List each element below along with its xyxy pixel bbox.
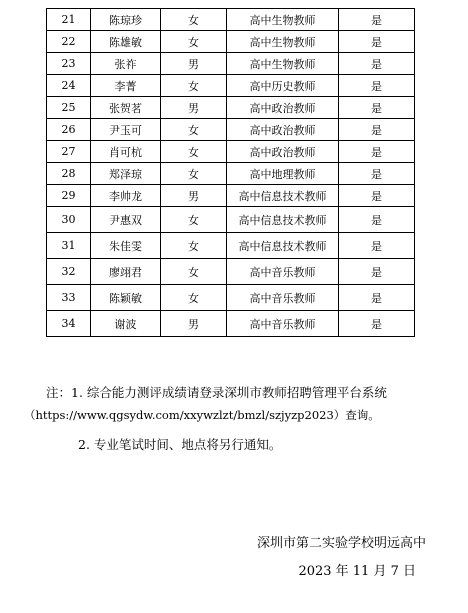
- cell-number: 30: [47, 207, 91, 233]
- table-row: [47, 119, 415, 141]
- cell-number: 25: [47, 97, 91, 119]
- cell-name: 张贺茗: [91, 97, 161, 119]
- table-row: [47, 97, 415, 119]
- table-row: [47, 53, 415, 75]
- cell-position: 高中历史教师: [227, 75, 339, 97]
- signature-date: 2023 年 11 月 7 日: [298, 564, 416, 579]
- cell-gender: 女: [161, 9, 227, 31]
- table-row: [47, 259, 415, 285]
- cell-number: 26: [47, 119, 91, 141]
- cell-number: 24: [47, 75, 91, 97]
- cell-name: 张祚: [91, 53, 161, 75]
- cell-gender: 男: [161, 311, 227, 337]
- cell-status: 是: [339, 207, 415, 233]
- cell-name: 肖可杭: [91, 141, 161, 163]
- cell-status: 是: [339, 31, 415, 53]
- cell-status: 是: [339, 311, 415, 337]
- table-row: [47, 285, 415, 311]
- cell-status: 是: [339, 141, 415, 163]
- table-row: [47, 141, 415, 163]
- cell-gender: 男: [161, 53, 227, 75]
- cell-number: 22: [47, 31, 91, 53]
- cell-number: 33: [47, 285, 91, 311]
- cell-name: 陈雄敏: [91, 31, 161, 53]
- cell-status: 是: [339, 285, 415, 311]
- cell-position: 高中政治教师: [227, 141, 339, 163]
- cell-name: 谢波: [91, 311, 161, 337]
- cell-status: 是: [339, 9, 415, 31]
- cell-gender: 女: [161, 141, 227, 163]
- cell-status: 是: [339, 233, 415, 259]
- notes-section: [24, 382, 454, 456]
- cell-position: 高中音乐教师: [227, 311, 339, 337]
- cell-name: 陈颖敏: [91, 285, 161, 311]
- cell-status: 是: [339, 163, 415, 185]
- results-table: [46, 8, 415, 337]
- cell-gender: 男: [161, 97, 227, 119]
- cell-position: 高中音乐教师: [227, 259, 339, 285]
- table-row: [47, 75, 415, 97]
- cell-name: 尹玉可: [91, 119, 161, 141]
- cell-position: 高中信息技术教师: [227, 207, 339, 233]
- signature-block: [257, 530, 426, 586]
- cell-number: 27: [47, 141, 91, 163]
- cell-gender: 女: [161, 259, 227, 285]
- cell-position: 高中信息技术教师: [227, 233, 339, 259]
- cell-status: 是: [339, 53, 415, 75]
- cell-name: 朱佳雯: [91, 233, 161, 259]
- cell-gender: 女: [161, 75, 227, 97]
- table-row: [47, 233, 415, 259]
- table-row: [47, 31, 415, 53]
- cell-number: 29: [47, 185, 91, 207]
- cell-number: 21: [47, 9, 91, 31]
- table-row: [47, 185, 415, 207]
- note-line-3: 2. 专业笔试时间、地点将另行通知。: [78, 437, 282, 452]
- cell-gender: 女: [161, 31, 227, 53]
- cell-status: 是: [339, 75, 415, 97]
- cell-gender: 女: [161, 207, 227, 233]
- table-row: [47, 311, 415, 337]
- cell-status: 是: [339, 97, 415, 119]
- cell-gender: 女: [161, 119, 227, 141]
- cell-gender: 女: [161, 285, 227, 311]
- cell-name: 李帅龙: [91, 185, 161, 207]
- results-table-body: [47, 9, 415, 337]
- cell-status: 是: [339, 185, 415, 207]
- table-row: [47, 9, 415, 31]
- cell-position: 高中生物教师: [227, 53, 339, 75]
- signature-org: 深圳市第二实验学校明远高中: [256, 536, 426, 551]
- cell-position: 高中生物教师: [227, 9, 339, 31]
- cell-name: 李菁: [91, 75, 161, 97]
- cell-position: 高中地理教师: [227, 163, 339, 185]
- cell-position: 高中音乐教师: [227, 285, 339, 311]
- results-table-container: [46, 8, 414, 337]
- note-line-1: 注：1. 综合能力测评成绩请登录深圳市教师招聘管理平台系统: [46, 385, 387, 400]
- cell-number: 32: [47, 259, 91, 285]
- cell-name: 廖翊君: [91, 259, 161, 285]
- cell-gender: 女: [161, 163, 227, 185]
- cell-position: 高中政治教师: [227, 97, 339, 119]
- table-row: [47, 207, 415, 233]
- cell-name: 郑泽琼: [91, 163, 161, 185]
- cell-status: 是: [339, 259, 415, 285]
- table-row: [47, 163, 415, 185]
- cell-number: 28: [47, 163, 91, 185]
- cell-position: 高中信息技术教师: [227, 185, 339, 207]
- cell-number: 34: [47, 311, 91, 337]
- cell-gender: 女: [161, 233, 227, 259]
- cell-position: 高中政治教师: [227, 119, 339, 141]
- cell-name: 陈琼珍: [91, 9, 161, 31]
- cell-name: 尹惠双: [91, 207, 161, 233]
- cell-number: 31: [47, 233, 91, 259]
- cell-gender: 男: [161, 185, 227, 207]
- cell-number: 23: [47, 53, 91, 75]
- cell-position: 高中生物教师: [227, 31, 339, 53]
- cell-status: 是: [339, 119, 415, 141]
- note-line-2: （https://www.qgsydw.com/xxywzlzt/bmzl/szjyzp2023）查询。: [24, 408, 380, 422]
